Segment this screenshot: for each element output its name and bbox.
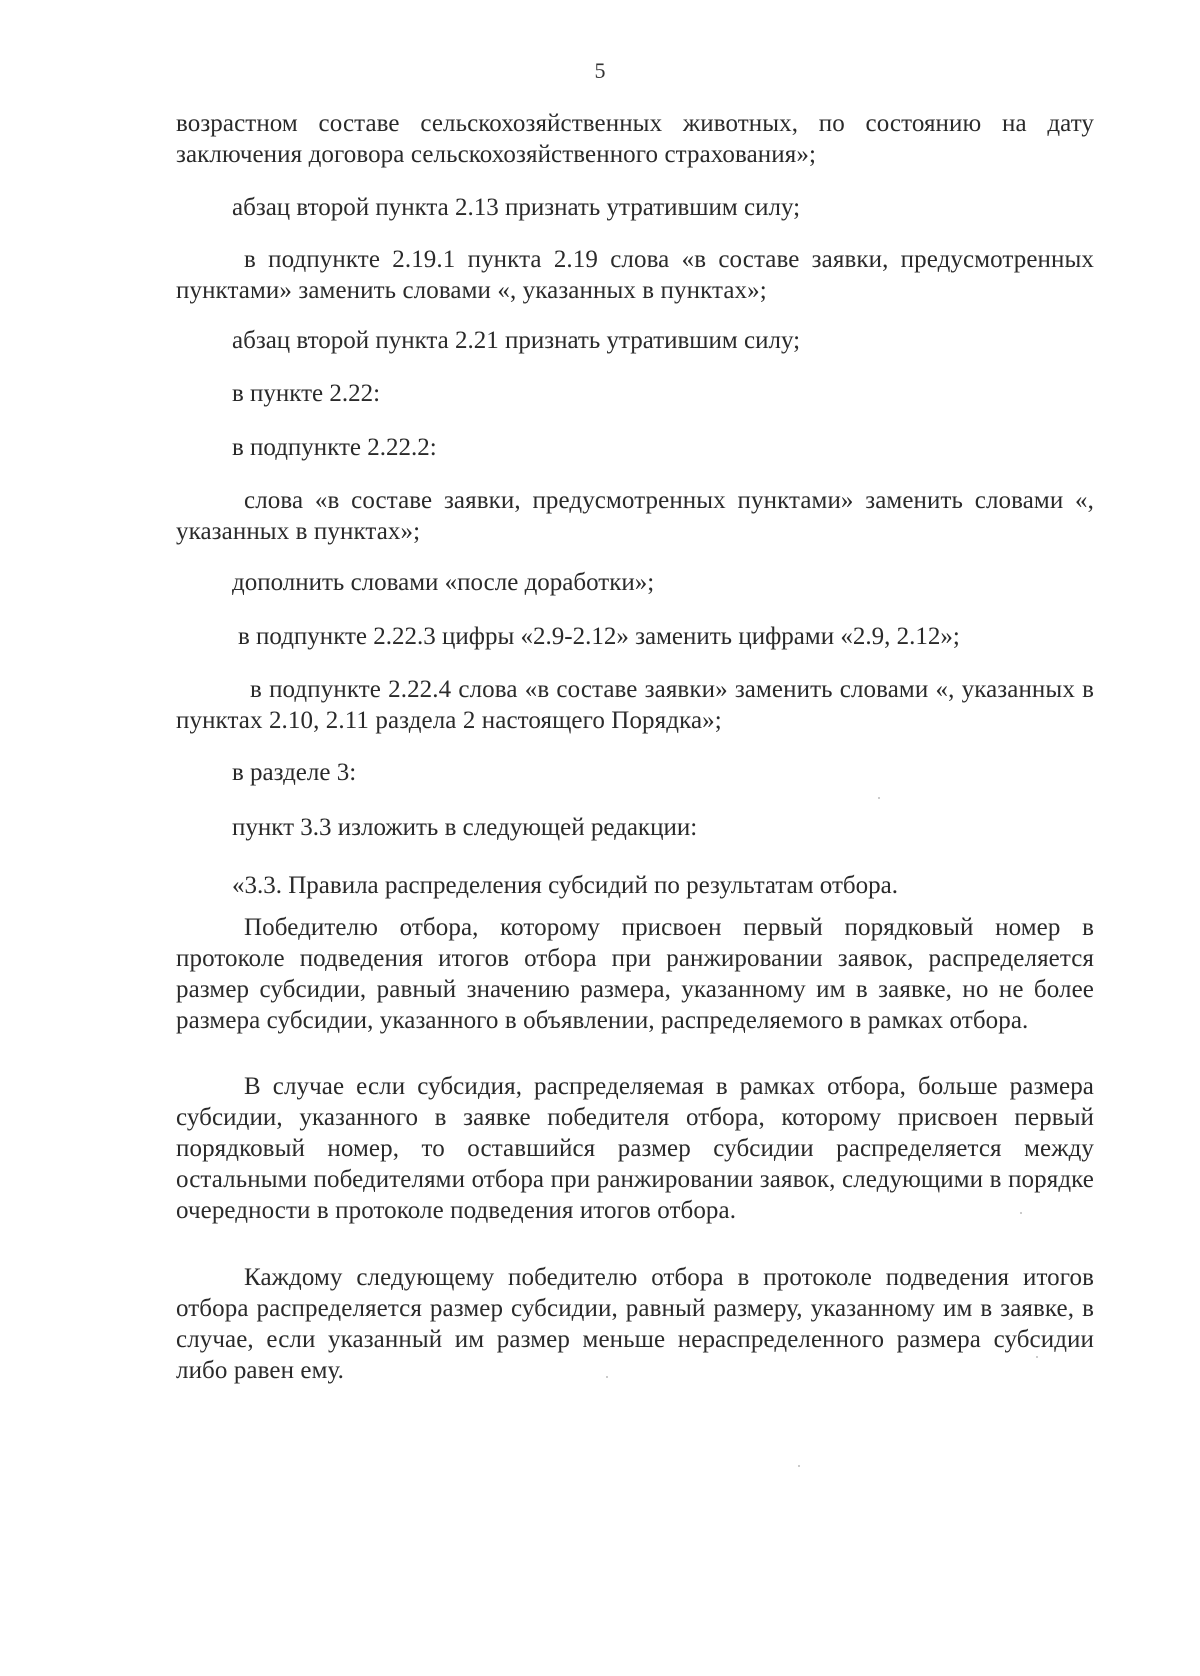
paragraph-remaining-subsidy: В случае если субсидия, распределяемая в рамках отбора, больше размера субсидии, указанного в заявке победителя отбора, которому присвоен первый порядковый номер, то оставшийся размер субсидии распределяется между остальными победителями отбора при ранжировании заявок, следующими в порядке очередности в протоколе подведения итогов отбора. xyxy=(176,1073,1094,1224)
paragraph-words-replace: слова «в составе заявки, предусмотренных пунктами» заменить словами «, указанных в пунктах»; xyxy=(176,487,1094,545)
paragraph-amend-2-19-1: в подпункте 2.19.1 пункта 2.19 слова «в составе заявки, предусмотренных пунктами» заменить словами «, указанных в пунктах»; xyxy=(176,246,1094,304)
paragraph-amend-2-21: абзац второй пункта 2.21 признать утратившим силу; xyxy=(232,327,801,354)
scan-speck xyxy=(1036,1356,1038,1358)
paragraph-subpoint-2-22-3: в подпункте 2.22.3 цифры «2.9-2.12» заменить цифрами «2.9, 2.12»; xyxy=(238,623,960,650)
scan-speck xyxy=(878,797,880,799)
paragraph-subpoint-2-22-4: в подпункте 2.22.4 слова «в составе заявки» заменить словами «, указанных в пунктах 2.10, 2.11 раздела 2 настоящего Порядка»; xyxy=(176,676,1094,734)
paragraph-supplement-words: дополнить словами «после доработки»; xyxy=(232,569,655,596)
paragraph-point-3-3-title: «3.3. Правила распределения субсидий по результатам отбора. xyxy=(232,872,898,899)
paragraph-first-winner: Победителю отбора, которому присвоен первый порядковый номер в протоколе подведения итогов отбора при ранжировании заявок, распределяется размер субсидии, равный значению размера, указанному им в заявке, но не более размера субсидии, указанного в объявлении, распределяемого в рамках отбора. xyxy=(176,914,1094,1034)
paragraph-section-3: в разделе 3: xyxy=(232,759,357,786)
scan-speck xyxy=(606,1376,608,1378)
paragraph-continuation: возрастном составе сельскохозяйственных животных, по состоянию на дату заключения договора сельскохозяйственного страхования»; xyxy=(176,110,1094,168)
scan-speck xyxy=(1020,1212,1022,1214)
paragraph-subpoint-2-22-2: в подпункте 2.22.2: xyxy=(232,434,437,461)
page-number: 5 xyxy=(594,58,606,83)
paragraph-amend-2-13: абзац второй пункта 2.13 признать утратившим силу; xyxy=(232,194,801,221)
paragraph-point-2-22: в пункте 2.22: xyxy=(232,380,381,407)
paragraph-point-3-3-intro: пункт 3.3 изложить в следующей редакции: xyxy=(232,814,698,841)
paragraph-next-winner: Каждому следующему победителю отбора в протоколе подведения итогов отбора распределяется размер субсидии, равный размеру, указанному им в заявке, в случае, если указанный им размер меньше нераспределенного размера субсидии либо равен ему. xyxy=(176,1264,1094,1384)
scan-speck xyxy=(798,1465,800,1467)
